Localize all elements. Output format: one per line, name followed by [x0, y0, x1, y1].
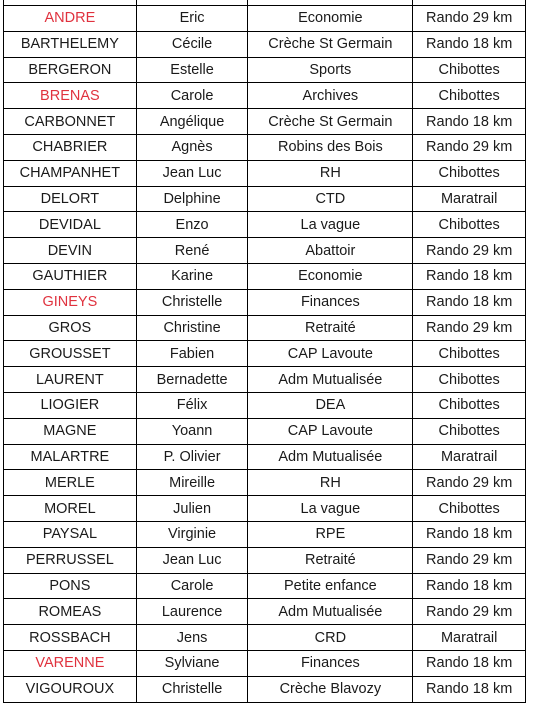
cell-prenom: Jean Luc [136, 160, 248, 186]
table-row [4, 547, 526, 573]
table-row [4, 573, 526, 599]
cell-nom: MAGNE [4, 418, 137, 444]
cell-parcours: Rando 29 km [413, 470, 526, 496]
cell-prenom: Karine [136, 263, 248, 289]
cell-prenom: Julien [136, 496, 248, 522]
cell-service: Petite enfance [248, 573, 413, 599]
cell-parcours: Chibottes [413, 496, 526, 522]
cell-parcours: Rando 18 km [413, 31, 526, 57]
cell-prenom: Yoann [136, 418, 248, 444]
cell-prenom: Jens [136, 625, 248, 651]
table-row [4, 134, 526, 160]
table-row [4, 470, 526, 496]
cell-parcours: Rando 18 km [413, 289, 526, 315]
cell-service: Retraité [248, 547, 413, 573]
table-row [4, 6, 526, 32]
cell-prenom: Jean Luc [136, 547, 248, 573]
cell-nom: ANDRE [4, 6, 137, 32]
cell-parcours: Rando 18 km [413, 109, 526, 135]
cell-parcours: Chibottes [413, 160, 526, 186]
cell-nom: CHAMPANHET [4, 160, 137, 186]
table-row [4, 341, 526, 367]
cell-service: DEA [248, 392, 413, 418]
table-row [4, 392, 526, 418]
cell-parcours: Maratrail [413, 444, 526, 470]
table-row [4, 625, 526, 651]
cell-parcours: Rando 18 km [413, 521, 526, 547]
cell-nom: BRENAS [4, 83, 137, 109]
table-row [4, 57, 526, 83]
cell-service: Crèche St Germain [248, 31, 413, 57]
table-row [4, 212, 526, 238]
cell-nom: ROMEAS [4, 599, 137, 625]
cell-service: Crèche Blavozy [248, 676, 413, 702]
cell-service: CAP Lavoute [248, 341, 413, 367]
cell-prenom: Delphine [136, 186, 248, 212]
cell-nom: GROS [4, 315, 137, 341]
table-body [4, 0, 526, 702]
cell-parcours: Rando 18 km [413, 650, 526, 676]
cell-nom: VARENNE [4, 650, 137, 676]
cell-parcours: Chibottes [413, 57, 526, 83]
cell-service: CRD [248, 625, 413, 651]
cell-nom: ROSSBACH [4, 625, 137, 651]
table-row [4, 238, 526, 264]
cell-service: Finances [248, 650, 413, 676]
cell-nom: BERGERON [4, 57, 137, 83]
cell-nom: GINEYS [4, 289, 137, 315]
table-row [4, 186, 526, 212]
cell-nom: BARTHELEMY [4, 31, 137, 57]
cell-prenom: Carole [136, 573, 248, 599]
cell-nom: GROUSSET [4, 341, 137, 367]
cell-prenom: Virginie [136, 521, 248, 547]
table-row [4, 676, 526, 702]
cell-parcours: Rando 18 km [413, 676, 526, 702]
cell-prenom: Félix [136, 392, 248, 418]
participants-table [3, 0, 526, 703]
cell-nom: DEVIDAL [4, 212, 137, 238]
cell-service: RH [248, 470, 413, 496]
table-row [4, 444, 526, 470]
cell-service: Crèche St Germain [248, 109, 413, 135]
cell-prenom: Cécile [136, 31, 248, 57]
cell-parcours: Rando 29 km [413, 547, 526, 573]
cell-service: La vague [248, 212, 413, 238]
cell-service: Adm Mutualisée [248, 599, 413, 625]
cell-nom: DEVIN [4, 238, 137, 264]
cell-prenom: Christelle [136, 676, 248, 702]
cell-service: Adm Mutualisée [248, 367, 413, 393]
cell-parcours: Rando 29 km [413, 315, 526, 341]
cell-prenom: Laurence [136, 599, 248, 625]
cell-service: Adm Mutualisée [248, 444, 413, 470]
cell-prenom: Carole [136, 83, 248, 109]
cell-service: CTD [248, 186, 413, 212]
table-row [4, 160, 526, 186]
table-row [4, 599, 526, 625]
table-row [4, 289, 526, 315]
cell-service: RH [248, 160, 413, 186]
cell-nom: LAURENT [4, 367, 137, 393]
cell-parcours: Chibottes [413, 212, 526, 238]
table-row [4, 83, 526, 109]
cell-service: Finances [248, 289, 413, 315]
cell-parcours: Rando 29 km [413, 599, 526, 625]
cell-nom: CARBONNET [4, 109, 137, 135]
cell-parcours: Maratrail [413, 186, 526, 212]
cell-prenom: Agnès [136, 134, 248, 160]
cell-prenom: Christine [136, 315, 248, 341]
cell-service: CAP Lavoute [248, 418, 413, 444]
cell-prenom: René [136, 238, 248, 264]
cell-prenom: Eric [136, 6, 248, 32]
cell-parcours: Rando 29 km [413, 238, 526, 264]
cell-prenom: Estelle [136, 57, 248, 83]
cell-prenom: Enzo [136, 212, 248, 238]
cell-parcours: Maratrail [413, 625, 526, 651]
cell-nom: MALARTRE [4, 444, 137, 470]
table-row [4, 31, 526, 57]
cell-prenom: Sylviane [136, 650, 248, 676]
cell-service: Robins des Bois [248, 134, 413, 160]
cell-parcours: Rando 29 km [413, 134, 526, 160]
cell-nom: MERLE [4, 470, 137, 496]
cell-nom: DELORT [4, 186, 137, 212]
cell-prenom: Christelle [136, 289, 248, 315]
table-row [4, 496, 526, 522]
cell-nom: GAUTHIER [4, 263, 137, 289]
cell-parcours: Rando 29 km [413, 6, 526, 32]
cell-prenom: Fabien [136, 341, 248, 367]
cell-parcours: Chibottes [413, 418, 526, 444]
table-row [4, 418, 526, 444]
cell-prenom: Mireille [136, 470, 248, 496]
cell-service: La vague [248, 496, 413, 522]
cell-nom: PONS [4, 573, 137, 599]
cell-service: Abattoir [248, 238, 413, 264]
cell-parcours: Chibottes [413, 83, 526, 109]
cell-service: Economie [248, 263, 413, 289]
cell-prenom: Bernadette [136, 367, 248, 393]
cell-prenom: P. Olivier [136, 444, 248, 470]
cell-prenom: Angélique [136, 109, 248, 135]
table-row [4, 521, 526, 547]
cell-parcours: Chibottes [413, 367, 526, 393]
cell-parcours: Rando 18 km [413, 263, 526, 289]
table-row [4, 263, 526, 289]
cell-service: RPE [248, 521, 413, 547]
cell-parcours: Chibottes [413, 341, 526, 367]
cell-parcours: Rando 18 km [413, 573, 526, 599]
table-row [4, 315, 526, 341]
cell-nom: MOREL [4, 496, 137, 522]
table-row [4, 650, 526, 676]
cell-service: Sports [248, 57, 413, 83]
table-row [4, 109, 526, 135]
cell-nom: LIOGIER [4, 392, 137, 418]
cell-service: Retraité [248, 315, 413, 341]
table-row [4, 367, 526, 393]
cell-nom: PAYSAL [4, 521, 137, 547]
cell-parcours: Chibottes [413, 392, 526, 418]
cell-nom: PERRUSSEL [4, 547, 137, 573]
cell-service: Archives [248, 83, 413, 109]
cell-service: Economie [248, 6, 413, 32]
cell-nom: VIGOUROUX [4, 676, 137, 702]
cell-nom: CHABRIER [4, 134, 137, 160]
